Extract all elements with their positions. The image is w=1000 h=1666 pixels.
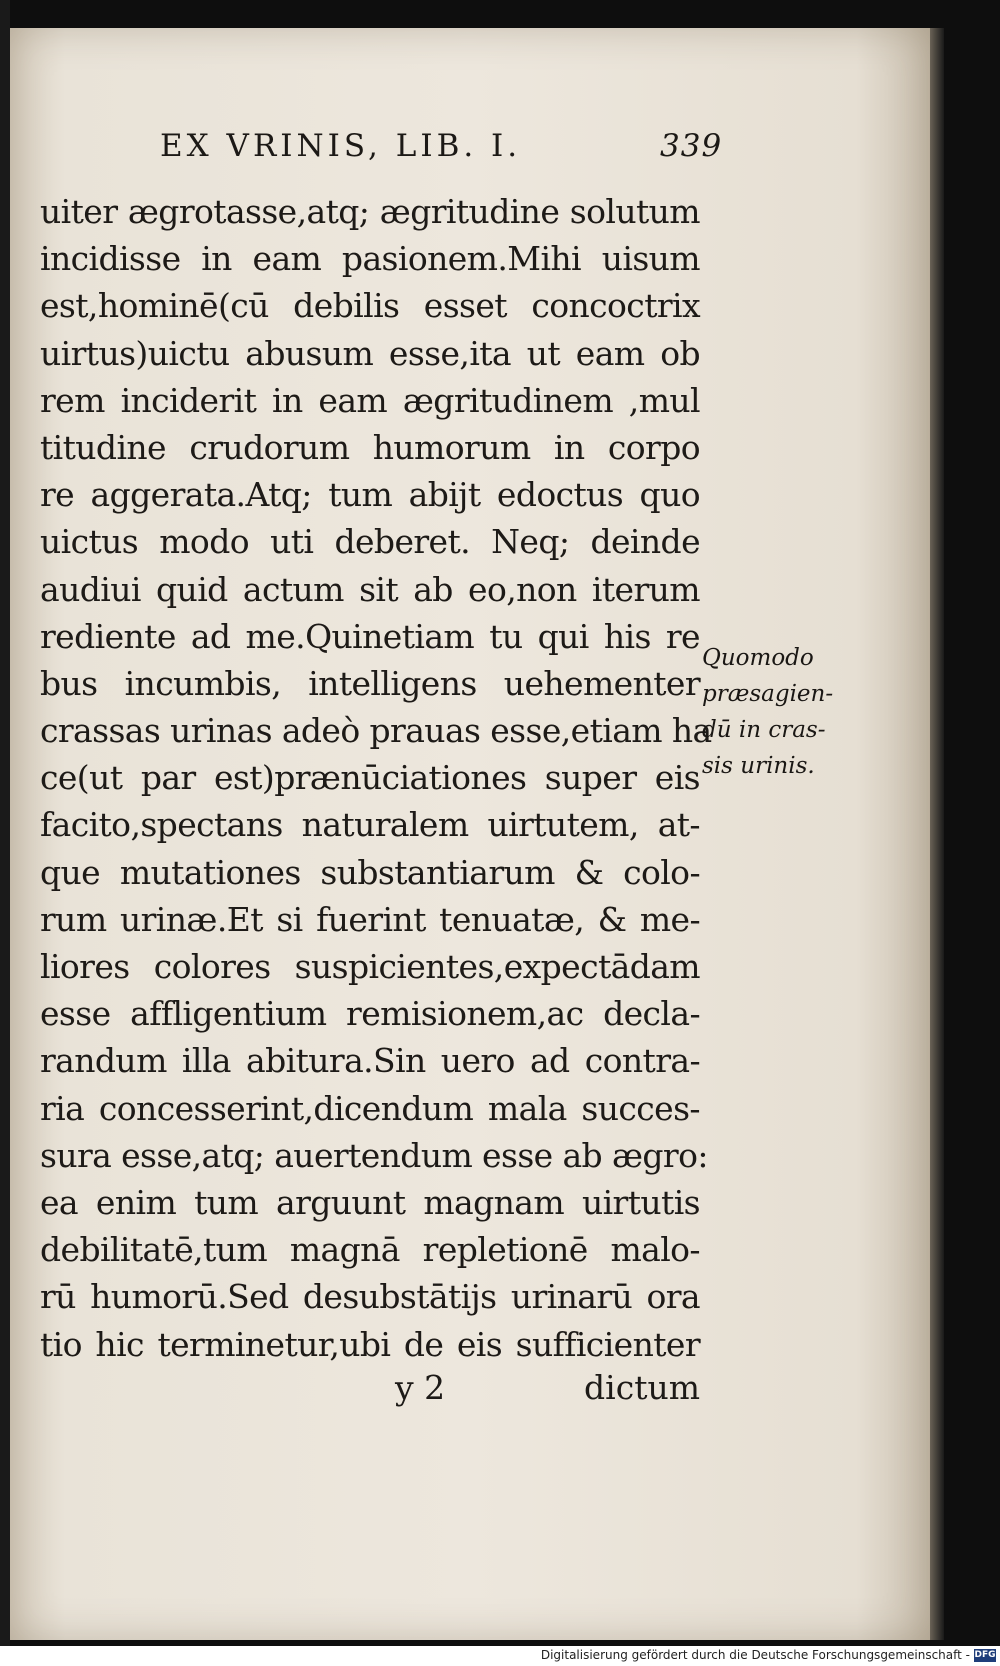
text-line: re aggerata.Atq; tum abijt edoctus quo xyxy=(40,475,700,515)
text-line: incidisse in eam pasionem.Mihi uisum xyxy=(40,239,700,279)
text-line: rum urinæ.Et si fuerint tenuatæ, & me- xyxy=(40,899,700,939)
body-text xyxy=(40,188,712,1368)
text-line: debilitatē,tum magnā repletionē malo- xyxy=(40,1230,700,1270)
text-line: sura esse,atq; auertendum esse ab ægro: xyxy=(40,1135,708,1175)
text-line: est,hominē(cū debilis esset concoctrix xyxy=(40,286,700,326)
text-line: ria concesserint,dicendum mala succes- xyxy=(40,1088,700,1128)
marginal-note-line: sis urinis. xyxy=(702,753,815,779)
page-number: 339 xyxy=(660,128,723,164)
credit-bar xyxy=(0,1646,1000,1666)
text-line: facito,spectans naturalem uirtutem, at- xyxy=(40,805,700,845)
text-line: rū humorū.Sed desubstātijs urinarū ora xyxy=(40,1277,700,1317)
text-line: crassas urinas adeò prauas esse,etiam ha xyxy=(40,711,712,751)
text-line: liores colores suspicientes,expectādam xyxy=(40,947,700,986)
page-footer xyxy=(40,1368,700,1418)
text-line: rediente ad me.Quinetiam tu qui his re xyxy=(40,616,700,656)
digitization-credit: Digitalisierung gefördert durch die Deutsche Forschungsgemeinschaft - xyxy=(540,1648,970,1662)
marginal-note-line: præsagien- xyxy=(702,681,834,707)
text-line: titudine crudorum humorum in corpo xyxy=(40,427,700,467)
text-line: tio hic terminetur,ubi de eis sufficienter xyxy=(40,1324,700,1364)
page-gutter-shadow xyxy=(930,28,944,1640)
catchword: dictum xyxy=(584,1368,700,1407)
marginal-note-line: dū in cras- xyxy=(702,717,826,743)
marginal-note xyxy=(702,640,842,784)
text-line: uirtus)uictu abusum esse,ita ut eam ob xyxy=(40,333,700,373)
text-line: ea enim tum arguunt magnam uirtutis xyxy=(40,1182,700,1222)
text-line: uictus modo uti deberet. Neq; deinde xyxy=(40,522,700,562)
text-line: audiui quid actum sit ab eo,non iterum xyxy=(40,569,700,609)
book-left-edge xyxy=(0,0,10,1646)
text-line: uiter ægrotasse,atq; ægritudine solutum xyxy=(40,192,700,231)
text-line: rem inciderit in eam ægritudinem ,mul xyxy=(40,380,700,420)
text-line: randum illa abitura.Sin uero ad contra- xyxy=(40,1041,700,1081)
text-line: esse affligentium remisionem,ac decla- xyxy=(40,994,700,1034)
running-head: EX VRINIS, LIB. I. xyxy=(160,128,522,164)
marginal-note-line: Quomodo xyxy=(702,645,814,671)
signature-mark: y 2 xyxy=(395,1368,446,1407)
text-line: ce(ut par est)prænūciationes super eis xyxy=(40,758,700,798)
text-line: bus incumbis, intelligens uehementer xyxy=(40,663,700,703)
text-line: que mutationes substantiarum & colo- xyxy=(40,852,700,892)
dfg-logo-icon: DFG xyxy=(974,1650,996,1660)
